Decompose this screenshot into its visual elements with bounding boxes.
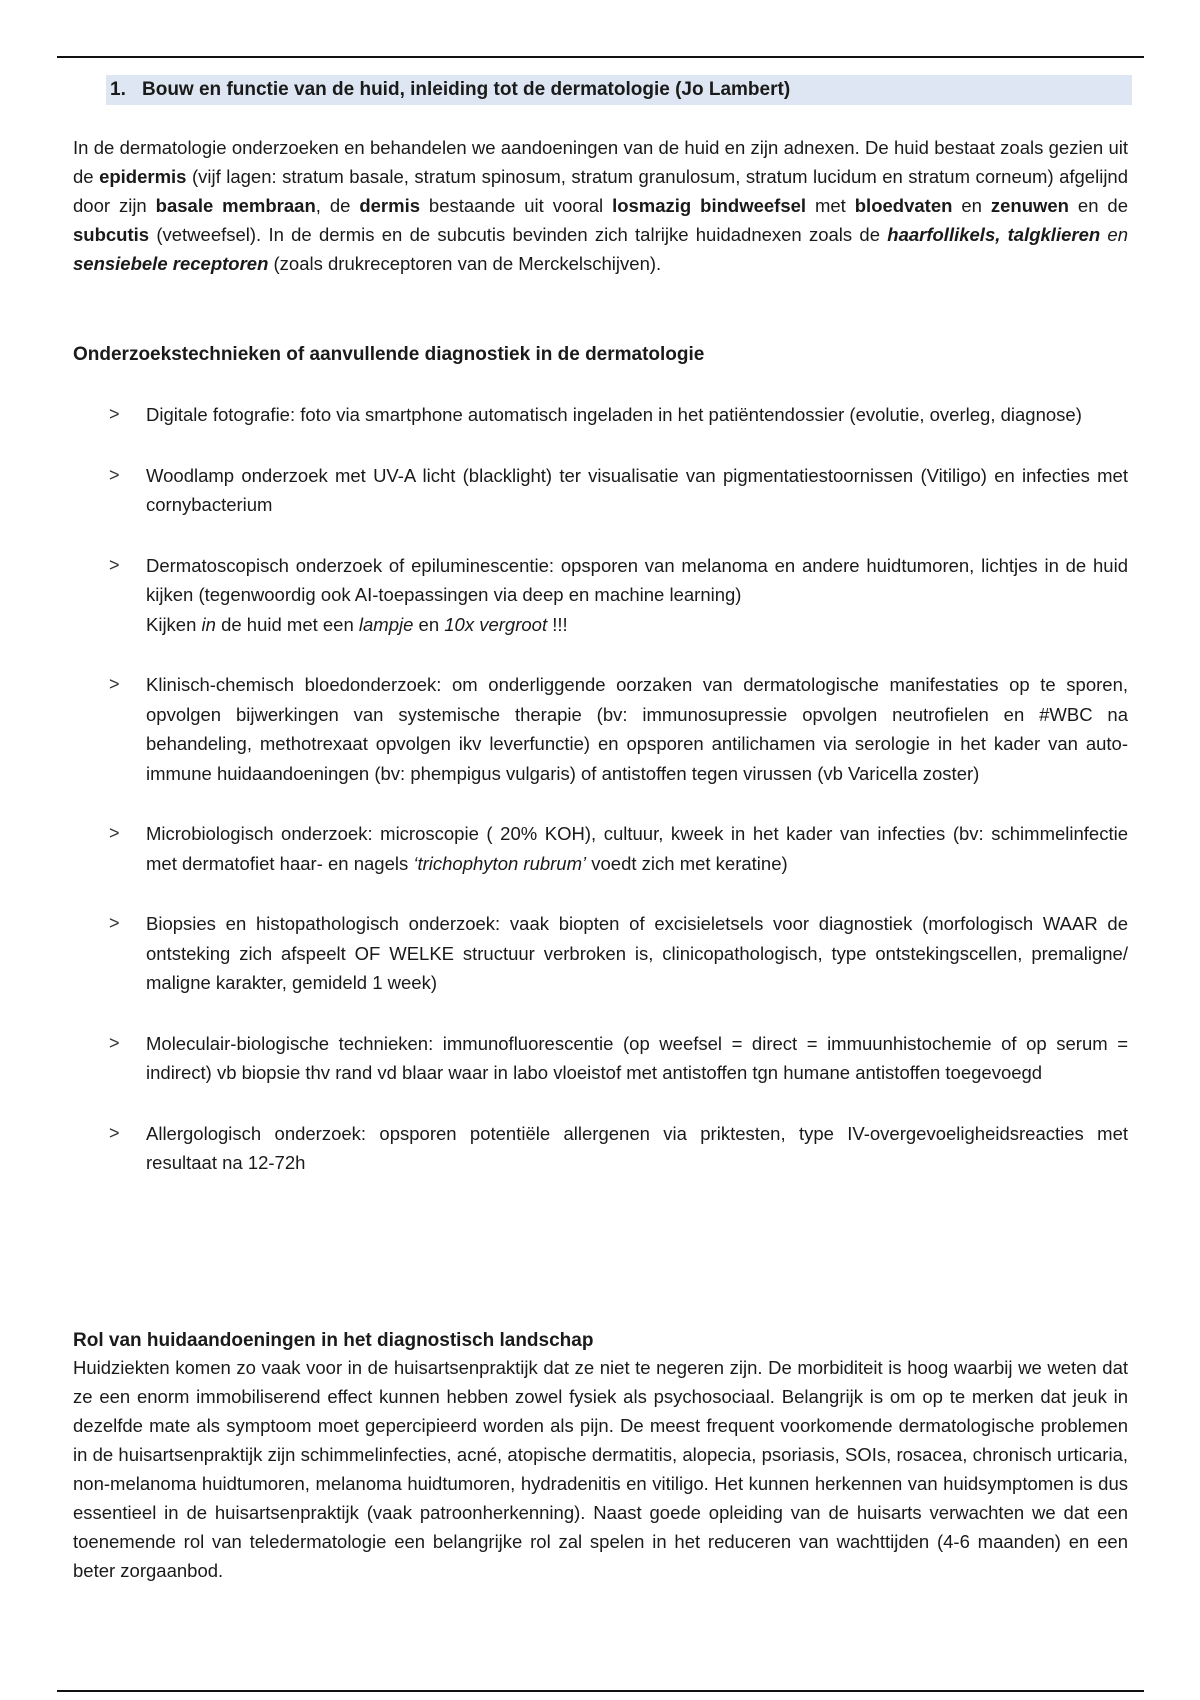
bottom-rule xyxy=(57,1690,1144,1692)
list-item-text: de huid met een xyxy=(215,613,359,635)
chevron-right-icon: > xyxy=(109,913,120,933)
list-item xyxy=(73,1119,1128,1178)
list-item xyxy=(73,400,1128,430)
intro-text: (vetweefsel). In de dermis en de subcutis bevinden zich talrijke huidadnexen zoals de xyxy=(149,224,888,245)
intro-text: In de dermatologie onderzoeken en behandelen we aandoeningen van de huid en zijn adnexen. De huid bestaat zoals gezien uit de xyxy=(73,137,1128,187)
term-bloedvaten: bloedvaten xyxy=(854,195,953,216)
rol-text: Huidziekten komen zo vaak voor in de huisartsenpraktijk dat ze niet te negeren zijn. De morbiditeit is hoog waarbij we weten dat ze een enorm immobiliserend effect kunnen hebben zowel fysiek als psychosociaal. Belangrijk is om op te merken dat jeuk in dezelfde mate als symptoom moet gepercipieerd worden als pijn. De meest frequent voorkomende dermatologische problemen in de huisartsenpraktijk zijn schimmelinfecties, acné, atopische dermatitis, alopecia, psoriasis, SOIs, rosacea, chronisch urticaria, non-melanoma huidtumoren, melanoma huidtumoren, hydradenitis en vitiligo. Het kunnen herkennen van huidsymptomen is dus essentieel in de huisartsenpraktijk (vaak patroonherkenning). Naast goede opleiding van de huisarts verwachten we dat een toenemende rol van teledermatologie een belangrijke rol zal spelen in het reduceren van wachttijden (4-6 maanden) en een beter zorgaanbod. xyxy=(73,1357,1128,1581)
list-item-text: en xyxy=(413,613,445,635)
list-item-text: Woodlamp onderzoek met UV-A licht (blacklight) ter visualisatie van pigmentatiestoornissen (Vitiligo) en infecties met cornybacterium xyxy=(146,464,1128,515)
intro-text: en xyxy=(1100,224,1129,245)
chevron-right-icon: > xyxy=(109,674,120,694)
list-item xyxy=(73,909,1128,998)
top-rule xyxy=(57,56,1144,58)
list-item-text: ‘trichophyton rubrum’ xyxy=(413,852,587,874)
list-item-text: Dermatoscopisch onderzoek of epiluminescentie: opsporen van melanoma en andere huidtumoren, lichtjes in de huid kijken (tegenwoordig ook AI-toepassingen via deep en machine learning) xyxy=(146,554,1128,605)
list-item-text: 10x vergroot xyxy=(444,613,548,635)
list-item-text: Moleculair-biologische technieken: immunofluorescentie (op weefsel = direct = immuunhistochemie of op serum = indirect) vb biopsie thv rand vd blaar waar in labo vloeistof met antistoffen tgn humane antistoffen toegevoegd xyxy=(146,1032,1128,1083)
section-number: 1. xyxy=(110,79,126,100)
list-item xyxy=(73,461,1128,520)
chevron-right-icon: > xyxy=(109,464,120,485)
techniques-heading: Onderzoekstechnieken of aanvullende diagnostiek in de dermatologie xyxy=(73,344,705,365)
list-item xyxy=(73,551,1128,640)
rol-paragraph xyxy=(73,1353,1128,1585)
term-dermis: dermis xyxy=(359,195,420,216)
term-bindweefsel: losmazig bindweefsel xyxy=(612,195,807,216)
intro-text: (vijf lagen: stratum basale, stratum spinosum, stratum granulosum, stratum lucidum en stratum corneum) afgelijnd door zijn xyxy=(73,166,1129,216)
list-item-text: voedt zich met keratine) xyxy=(586,852,788,874)
section-title-text: Bouw en functie van de huid, inleiding tot de dermatologie (Jo Lambert) xyxy=(142,79,791,100)
list-item-text: in xyxy=(201,613,216,635)
list-item-text: Digitale fotografie: foto via smartphone automatisch ingeladen in het patiëntendossier (evolutie, overleg, diagnose) xyxy=(146,404,1082,425)
list-item xyxy=(73,819,1128,878)
chevron-right-icon: > xyxy=(109,1032,120,1053)
intro-text: en xyxy=(952,195,991,216)
term-epidermis: epidermis xyxy=(99,166,187,187)
intro-text: (zoals drukreceptoren van de Merckelschijven). xyxy=(268,253,662,274)
term-zenuwen: zenuwen xyxy=(990,195,1069,216)
intro-text: bestaande uit vooral xyxy=(420,195,613,216)
term-haarfollikels: haarfollikels, talgklieren xyxy=(887,224,1101,245)
intro-text: en de xyxy=(1068,195,1128,216)
list-item-text: Kijken xyxy=(146,613,202,635)
section-title xyxy=(106,75,1132,105)
list-item-text: Klinisch-chemisch bloedonderzoek: om onderliggende oorzaken van dermatologische manifestaties op te sporen, opvolgen bijwerkingen van systemische therapie (bv: immunosupressie opvolgen neutrofielen en #WBC na behandeling, methotrexaat opvolgen ikv leverfunctie) en opsporen antilichamen via serologie in het kader van auto-immune huidaandoeningen (bv: phempigus vulgaris) of antistoffen tegen virussen (vb Varicella zoster) xyxy=(146,674,1128,784)
techniques-list xyxy=(73,400,1128,1209)
intro-paragraph xyxy=(73,133,1128,278)
term-receptoren: sensiebele receptoren xyxy=(73,253,269,274)
chevron-right-icon: > xyxy=(109,404,120,424)
list-item-text: Microbiologisch onderzoek: microscopie ( 20% KOH), cultuur, kweek in het kader van infecties (bv: schimmelinfectie met dermatofiet haar- en nagels xyxy=(146,823,1128,874)
list-item xyxy=(73,670,1128,788)
list-item xyxy=(73,1029,1128,1088)
chevron-right-icon: > xyxy=(109,554,120,575)
chevron-right-icon: > xyxy=(109,823,120,843)
list-item-text: Biopsies en histopathologisch onderzoek: vaak biopten of excisieletsels voor diagnostiek (morfologisch WAAR de ontsteking zich afspeelt OF WELKE structuur verbroken is, clinicopathologisch, type ontstekingscellen, premaligne/ maligne karakter, gemideld 1 week) xyxy=(146,913,1128,993)
intro-text: met xyxy=(806,195,855,216)
term-subcutis: subcutis xyxy=(73,224,150,245)
intro-text: , de xyxy=(315,195,360,216)
term-basale-membraan: basale membraan xyxy=(155,195,316,216)
list-item-text: lampje xyxy=(358,613,414,635)
chevron-right-icon: > xyxy=(109,1122,120,1143)
rol-heading: Rol van huidaandoeningen in het diagnostisch landschap xyxy=(73,1330,594,1351)
list-item-text: !!! xyxy=(547,613,568,635)
list-item-text: Allergologisch onderzoek: opsporen potentiële allergenen via priktesten, type IV-overgevoeligheidsreacties met resultaat na 12-72h xyxy=(146,1122,1128,1173)
